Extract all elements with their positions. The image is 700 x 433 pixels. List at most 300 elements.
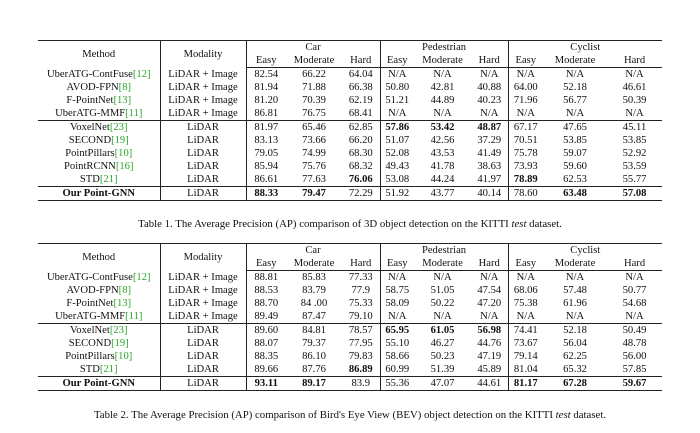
modality-cell: LiDAR — [160, 187, 246, 201]
ap-value-cell: 78.89 — [513, 174, 538, 185]
ap-value-cell: N/A — [516, 272, 535, 283]
citation-link[interactable]: [21] — [99, 174, 118, 185]
ap-value-cell: 47.20 — [471, 297, 508, 310]
level-header: Moderate — [414, 54, 471, 68]
ap-value-cell: 48.78 — [622, 338, 647, 349]
method-name: AVOD-FPN — [66, 82, 119, 93]
ap-value-cell: 51.05 — [430, 285, 455, 296]
ap-value-cell: 40.14 — [471, 187, 508, 201]
caption-text: Table 2. The Average Precision (AP) comparison of Bird's Eye View (BEV) object detection on the KITTI — [93, 409, 556, 421]
method-cell — [38, 160, 160, 173]
group-header-cyclist: Cyclist — [508, 244, 662, 258]
ap-value-cell: 56.98 — [471, 324, 508, 338]
citation-link[interactable]: [11] — [125, 108, 143, 119]
ap-value-cell: N/A — [433, 272, 452, 283]
group-header-car: Car — [246, 41, 380, 55]
method-name: STD — [79, 174, 100, 185]
modality-cell: LiDAR — [160, 363, 246, 377]
ap-value-cell: N/A — [625, 272, 644, 283]
modality-cell: LiDAR + Image — [160, 81, 246, 94]
ap-value-cell: N/A — [565, 108, 585, 119]
ap-value-cell: 43.77 — [414, 187, 471, 201]
ap-value-cell: 66.22 — [302, 69, 326, 80]
level-header: Easy — [246, 54, 286, 68]
caption-italic: test — [555, 409, 571, 421]
ap-value-cell: 43.53 — [430, 148, 455, 159]
ap-value-cell: 42.56 — [430, 135, 455, 146]
table-2-caption — [0, 409, 700, 422]
ap-value-cell: 59.67 — [607, 377, 662, 391]
ap-value-cell: 86.61 — [254, 174, 279, 185]
ap-value-cell: 50.23 — [430, 351, 455, 362]
ap-value-cell: 57.48 — [563, 285, 587, 296]
ap-value-cell: 81.04 — [513, 364, 538, 375]
method-cell — [38, 147, 160, 160]
ap-value-cell: 55.36 — [380, 377, 414, 391]
ap-value-cell: 59.07 — [563, 148, 587, 159]
ap-value-cell: 75.76 — [302, 161, 326, 172]
citation-link[interactable]: [23] — [109, 325, 128, 336]
level-header: Moderate — [543, 54, 607, 68]
modality-cell: LiDAR — [160, 147, 246, 160]
ap-value-cell: 78.60 — [508, 187, 543, 201]
table-row — [38, 284, 662, 297]
caption-italic: test — [511, 218, 527, 230]
ap-value-cell: N/A — [565, 311, 585, 322]
method-cell — [38, 363, 160, 377]
citation-link[interactable]: [13] — [113, 298, 132, 309]
table-1 — [38, 40, 662, 201]
method-cell — [38, 337, 160, 350]
ap-value-cell: N/A — [516, 108, 535, 119]
level-header: Easy — [380, 54, 414, 68]
level-header: Moderate — [286, 54, 342, 68]
modality-cell: LiDAR + Image — [160, 284, 246, 297]
ap-value-cell: 64.04 — [342, 68, 380, 82]
ap-value-cell: 85.83 — [302, 272, 326, 283]
ap-value-cell: 66.38 — [342, 81, 380, 94]
ap-value-cell: 51.92 — [380, 187, 414, 201]
ap-value-cell: N/A — [516, 311, 535, 322]
ap-value-cell: 63.48 — [543, 187, 607, 201]
table-row — [38, 350, 662, 363]
method-cell — [38, 121, 160, 135]
method-name: F-PointNet — [66, 95, 114, 106]
ap-value-cell: 58.75 — [385, 285, 410, 296]
level-header: Hard — [471, 257, 508, 271]
table-row — [38, 107, 662, 121]
ap-value-cell: 44.76 — [471, 337, 508, 350]
ap-value-cell: 47.54 — [471, 284, 508, 297]
method-name: UberATG-ContFuse — [46, 271, 133, 283]
ap-value-cell: N/A — [388, 272, 407, 283]
ap-value-cell: 40.23 — [471, 94, 508, 107]
ap-value-cell: 79.14 — [513, 351, 538, 362]
ap-value-cell: 68.30 — [342, 147, 380, 160]
ap-value-cell: 87.47 — [302, 311, 326, 322]
ap-value-cell: 70.51 — [513, 135, 538, 146]
ap-value-cell: 52.18 — [543, 324, 607, 338]
modality-header: Modality — [160, 41, 246, 68]
modality-cell: LiDAR — [160, 350, 246, 363]
ap-value-cell: 75.33 — [342, 297, 380, 310]
modality-cell: LiDAR + Image — [160, 68, 246, 82]
level-header: Easy — [508, 257, 543, 271]
ap-value-cell: 40.88 — [471, 81, 508, 94]
method-name: F-PointNet — [66, 298, 114, 309]
ap-value-cell: 88.07 — [254, 338, 279, 349]
method-cell — [38, 68, 160, 82]
ap-value-cell: 83.9 — [342, 377, 380, 391]
citation-link[interactable]: [10] — [114, 351, 133, 362]
table-row — [38, 147, 662, 160]
method-cell — [38, 297, 160, 310]
table-3d-detection — [38, 40, 662, 201]
citation-link[interactable]: [19] — [111, 135, 129, 146]
ap-value-cell: 93.11 — [246, 377, 286, 391]
ap-value-cell: 41.49 — [471, 147, 508, 160]
ap-value-cell: 85.94 — [254, 161, 279, 172]
ap-value-cell: 78.57 — [342, 324, 380, 338]
ap-value-cell: 89.66 — [254, 364, 279, 375]
table-1-caption — [0, 218, 700, 231]
table-row — [38, 173, 662, 187]
ap-value-cell: 77.95 — [342, 337, 380, 350]
table-row — [38, 81, 662, 94]
modality-cell: LiDAR — [160, 121, 246, 135]
table-row — [38, 94, 662, 107]
ap-value-cell: 46.27 — [430, 338, 455, 349]
method-cell — [38, 350, 160, 363]
ap-value-cell: 51.39 — [430, 364, 455, 375]
level-header: Hard — [471, 54, 508, 68]
ap-value-cell: N/A — [625, 108, 644, 119]
citation-link[interactable]: [10] — [114, 148, 133, 159]
ap-value-cell: 42.81 — [430, 82, 455, 93]
ap-value-cell: 77.9 — [342, 284, 380, 297]
level-header: Easy — [508, 54, 543, 68]
ap-value-cell: 86.10 — [302, 351, 326, 362]
ap-value-cell: 73.67 — [513, 338, 538, 349]
ap-value-cell: 88.53 — [254, 285, 279, 296]
table-row — [38, 377, 662, 391]
ap-value-cell: N/A — [516, 69, 535, 80]
ap-value-cell: N/A — [388, 311, 407, 322]
method-header: Method — [38, 244, 160, 271]
level-header: Hard — [607, 54, 662, 68]
ap-value-cell: 50.80 — [385, 82, 410, 93]
ap-value-cell: 57.08 — [607, 187, 662, 201]
ap-value-cell: 79.37 — [302, 338, 326, 349]
ap-value-cell: 88.35 — [254, 351, 279, 362]
table-row — [38, 68, 662, 82]
ap-value-cell: 67.28 — [543, 377, 607, 391]
table-row — [38, 363, 662, 377]
ap-value-cell: 71.88 — [302, 82, 326, 93]
method-name: VoxelNet — [70, 122, 110, 133]
ap-value-cell: 48.87 — [471, 121, 508, 135]
citation-link[interactable]: [16] — [115, 161, 134, 172]
citation-link[interactable]: [11] — [125, 311, 143, 322]
ap-value-cell: N/A — [388, 69, 407, 80]
method-name: SECOND — [68, 338, 112, 349]
ap-value-cell: 46.61 — [622, 82, 647, 93]
method-cell — [38, 81, 160, 94]
ap-value-cell: 53.85 — [563, 135, 587, 146]
citation-link[interactable]: [19] — [111, 338, 129, 349]
ap-value-cell: 45.89 — [471, 363, 508, 377]
ap-value-cell: 55.10 — [385, 338, 410, 349]
method-name: STD — [79, 364, 100, 375]
ap-value-cell: 50.22 — [430, 298, 455, 309]
ap-value-cell: 70.39 — [302, 95, 326, 106]
ap-value-cell: 68.32 — [342, 160, 380, 173]
ap-value-cell: 61.05 — [414, 324, 471, 338]
modality-cell: LiDAR + Image — [160, 310, 246, 324]
ap-value-cell: 75.38 — [513, 298, 538, 309]
method-cell — [38, 107, 160, 121]
ap-value-cell: 51.21 — [385, 95, 410, 106]
ap-value-cell: 64.00 — [513, 82, 538, 93]
ap-value-cell: 58.66 — [385, 351, 410, 362]
ap-value-cell: N/A — [565, 272, 585, 283]
level-header: Hard — [607, 257, 662, 271]
ap-value-cell: 88.70 — [254, 298, 279, 309]
ap-value-cell: 84 .00 — [300, 298, 328, 309]
ap-value-cell: N/A — [388, 108, 407, 119]
ap-value-cell: 77.63 — [302, 174, 326, 185]
ap-value-cell: 47.19 — [471, 350, 508, 363]
method-header: Method — [38, 41, 160, 68]
ap-value-cell: 53.08 — [385, 174, 410, 185]
ap-value-cell: N/A — [625, 69, 644, 80]
ap-value-cell: 49.43 — [385, 161, 410, 172]
modality-cell: LiDAR — [160, 160, 246, 173]
group-header-car: Car — [246, 244, 380, 258]
table-row — [38, 297, 662, 310]
table-row — [38, 121, 662, 135]
ap-value-cell: 65.95 — [380, 324, 414, 338]
ap-value-cell: 79.10 — [342, 310, 380, 324]
ap-value-cell: 87.76 — [302, 364, 326, 375]
ap-value-cell: 65.32 — [563, 364, 587, 375]
ap-value-cell: 65.46 — [286, 121, 342, 135]
ap-value-cell: 82.54 — [254, 69, 279, 80]
ap-value-cell: 66.20 — [342, 134, 380, 147]
modality-cell: LiDAR + Image — [160, 271, 246, 285]
method-cell — [38, 271, 160, 285]
citation-link[interactable]: [23] — [109, 122, 128, 133]
ap-value-cell: 47.65 — [543, 121, 607, 135]
modality-header: Modality — [160, 244, 246, 271]
ap-value-cell: 75.78 — [513, 148, 538, 159]
ap-value-cell: 89.60 — [246, 324, 286, 338]
ap-value-cell: 51.07 — [385, 135, 410, 146]
ap-value-cell: N/A — [471, 310, 508, 324]
citation-link[interactable]: [12] — [132, 68, 151, 80]
ap-value-cell: N/A — [433, 69, 452, 80]
modality-cell: LiDAR — [160, 173, 246, 187]
method-name: PointPillars — [65, 351, 115, 362]
ap-value-cell: N/A — [433, 311, 452, 322]
ap-value-cell: 73.93 — [513, 161, 538, 172]
ap-value-cell: 84.81 — [286, 324, 342, 338]
modality-cell: LiDAR — [160, 337, 246, 350]
method-cell — [38, 173, 160, 187]
ap-value-cell: 62.53 — [563, 174, 587, 185]
ap-value-cell: 55.77 — [622, 174, 647, 185]
caption-text-end: dataset. — [570, 409, 607, 421]
method-name: Our Point-GNN — [62, 378, 135, 389]
ap-value-cell: 62.19 — [342, 94, 380, 107]
table-bev-detection — [38, 243, 662, 391]
citation-link[interactable]: [8] — [118, 285, 132, 296]
method-cell — [38, 187, 160, 201]
ap-value-cell: 81.17 — [508, 377, 543, 391]
ap-value-cell: 38.63 — [471, 160, 508, 173]
method-cell — [38, 284, 160, 297]
method-name: PointRCNN — [64, 161, 116, 172]
modality-cell: LiDAR + Image — [160, 107, 246, 121]
ap-value-cell: 44.24 — [430, 174, 455, 185]
modality-cell: LiDAR — [160, 377, 246, 391]
citation-link[interactable]: [13] — [113, 95, 132, 106]
ap-value-cell: 81.97 — [246, 121, 286, 135]
ap-value-cell: 61.96 — [563, 298, 587, 309]
ap-value-cell: N/A — [471, 271, 508, 285]
ap-value-cell: 50.49 — [607, 324, 662, 338]
level-header: Easy — [246, 257, 286, 271]
ap-value-cell: 45.11 — [607, 121, 662, 135]
method-cell — [38, 94, 160, 107]
table-row — [38, 271, 662, 285]
ap-value-cell: 50.39 — [622, 95, 647, 106]
table-row — [38, 187, 662, 201]
ap-value-cell: 54.68 — [622, 298, 647, 309]
ap-value-cell: 56.77 — [563, 95, 587, 106]
ap-value-cell: 57.85 — [622, 364, 647, 375]
ap-value-cell: 47.07 — [414, 377, 471, 391]
method-name: Our Point-GNN — [62, 188, 135, 199]
ap-value-cell: 89.49 — [254, 311, 279, 322]
citation-link[interactable]: [8] — [118, 82, 132, 93]
table-row — [38, 337, 662, 350]
ap-value-cell: 77.33 — [342, 271, 380, 285]
ap-value-cell: N/A — [565, 69, 585, 80]
table-row — [38, 324, 662, 338]
caption-text: Table 1. The Average Precision (AP) comparison of 3D object detection on the KITTI — [138, 218, 512, 230]
method-name: UberATG-MMF — [55, 311, 126, 322]
ap-value-cell: 53.42 — [414, 121, 471, 135]
level-header: Moderate — [286, 257, 342, 271]
level-header: Hard — [342, 257, 380, 271]
ap-value-cell: 81.94 — [254, 82, 279, 93]
citation-link[interactable]: [21] — [99, 364, 118, 375]
ap-value-cell: 86.89 — [342, 363, 380, 377]
method-cell — [38, 324, 160, 338]
ap-value-cell: 79.83 — [342, 350, 380, 363]
ap-value-cell: 73.66 — [302, 135, 326, 146]
ap-value-cell: 44.61 — [471, 377, 508, 391]
level-header: Easy — [380, 257, 414, 271]
ap-value-cell: 53.85 — [622, 135, 647, 146]
table-row — [38, 134, 662, 147]
ap-value-cell: 79.47 — [286, 187, 342, 201]
ap-value-cell: N/A — [625, 311, 644, 322]
citation-link[interactable]: [12] — [132, 271, 151, 283]
method-name: VoxelNet — [70, 325, 110, 336]
ap-value-cell: 56.04 — [563, 338, 587, 349]
method-cell — [38, 377, 160, 391]
ap-value-cell: 60.99 — [385, 364, 410, 375]
ap-value-cell: 86.81 — [254, 108, 279, 119]
ap-value-cell: N/A — [471, 107, 508, 121]
method-name: UberATG-MMF — [55, 108, 126, 119]
ap-value-cell: 41.78 — [430, 161, 455, 172]
method-name: UberATG-ContFuse — [46, 68, 133, 80]
ap-value-cell: 72.29 — [342, 187, 380, 201]
ap-value-cell: 62.25 — [563, 351, 587, 362]
ap-value-cell: N/A — [471, 68, 508, 82]
method-name: PointPillars — [65, 148, 115, 159]
ap-value-cell: 57.86 — [380, 121, 414, 135]
ap-value-cell: 68.06 — [513, 285, 538, 296]
ap-value-cell: 79.05 — [254, 148, 279, 159]
ap-value-cell: 53.59 — [622, 161, 647, 172]
level-header: Moderate — [543, 257, 607, 271]
ap-value-cell: 52.18 — [563, 82, 587, 93]
table-2 — [38, 243, 662, 391]
ap-value-cell: 89.17 — [286, 377, 342, 391]
group-header-cyclist: Cyclist — [508, 41, 662, 55]
ap-value-cell: 71.96 — [513, 95, 538, 106]
ap-value-cell: 88.81 — [254, 272, 279, 283]
ap-value-cell: 83.13 — [254, 135, 279, 146]
caption-text-end: dataset. — [526, 218, 562, 230]
ap-value-cell: 76.75 — [302, 108, 326, 119]
ap-value-cell: 41.97 — [471, 173, 508, 187]
ap-value-cell: 81.20 — [254, 95, 279, 106]
group-header-pedestrian: Pedestrian — [380, 41, 508, 55]
ap-value-cell: 50.77 — [622, 285, 647, 296]
ap-value-cell: 52.92 — [622, 148, 647, 159]
ap-value-cell: 52.08 — [385, 148, 410, 159]
table-row — [38, 310, 662, 324]
ap-value-cell: 74.99 — [302, 148, 326, 159]
ap-value-cell: 62.85 — [342, 121, 380, 135]
method-cell — [38, 134, 160, 147]
ap-value-cell: 88.33 — [246, 187, 286, 201]
table-row — [38, 160, 662, 173]
modality-cell: LiDAR — [160, 134, 246, 147]
level-header: Moderate — [414, 257, 471, 271]
ap-value-cell: 68.41 — [342, 107, 380, 121]
modality-cell: LiDAR + Image — [160, 94, 246, 107]
modality-cell: LiDAR — [160, 324, 246, 338]
ap-value-cell: 59.60 — [563, 161, 587, 172]
ap-value-cell: 67.17 — [508, 121, 543, 135]
method-cell — [38, 310, 160, 324]
method-name: SECOND — [68, 135, 112, 146]
modality-cell: LiDAR + Image — [160, 297, 246, 310]
level-header: Hard — [342, 54, 380, 68]
ap-value-cell: 37.29 — [471, 134, 508, 147]
group-header-pedestrian: Pedestrian — [380, 244, 508, 258]
ap-value-cell: 76.06 — [342, 173, 380, 187]
method-name: AVOD-FPN — [66, 285, 119, 296]
ap-value-cell: 74.41 — [508, 324, 543, 338]
ap-value-cell: 44.89 — [430, 95, 455, 106]
